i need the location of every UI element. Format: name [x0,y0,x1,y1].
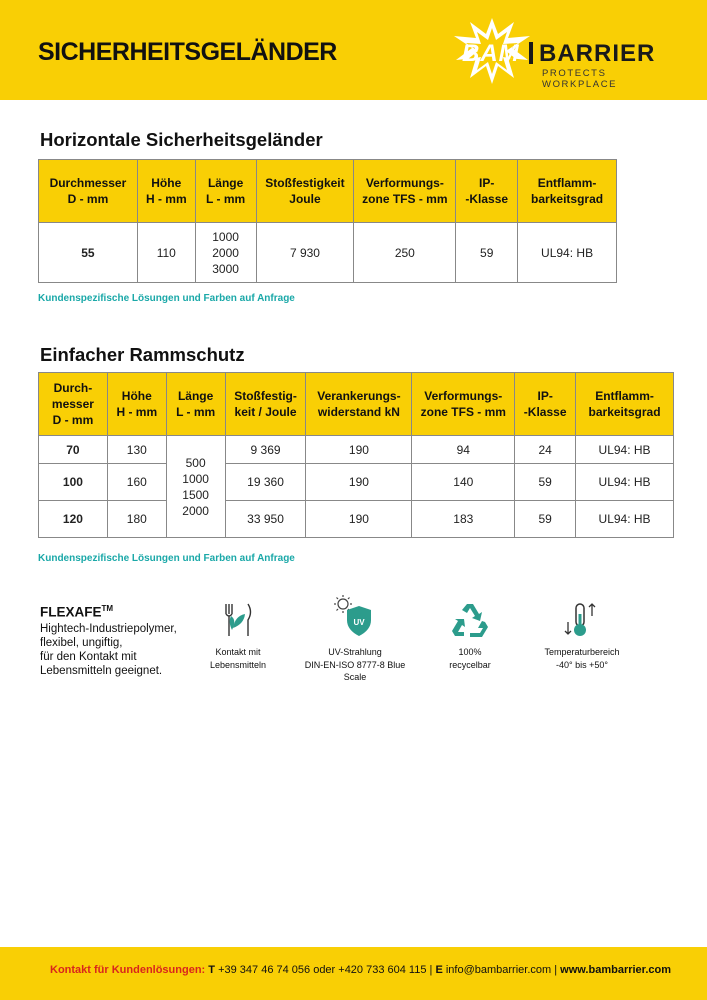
section-title-ramming: Einfacher Rammschutz [40,344,245,365]
cell-flammability: UL94: HB [576,501,674,538]
cell-length-merged: 500 1000 1500 2000 [166,436,225,538]
col-header-flammability: Entflamm- barkeitsgrad [576,373,674,436]
cell-height: 180 [107,501,166,538]
col-header-height: Höhe H - mm [107,373,166,436]
bam-barrier-logo[interactable] [452,16,682,90]
cell-ip: 59 [515,501,576,538]
footer-phones[interactable]: +39 347 46 74 056 oder +420 733 604 115 [218,964,427,976]
logo-bam-text: BAM [462,40,520,67]
cell-anchoring: 190 [306,501,412,538]
footer-e-key: E [435,964,443,976]
ram-protection-table [38,372,674,538]
feature-food-contact: Kontakt mit Lebensmitteln [196,600,280,671]
col-header-ip: IP- -Klasse [515,373,576,436]
cell-impact: 33 950 [225,501,306,538]
table-row [39,223,617,283]
col-header-diameter: Durch- messer D - mm [39,373,108,436]
col-header-flammability: Entflamm- barkeitsgrad [518,160,617,223]
table-row [39,501,674,538]
cell-diameter: 100 [39,464,108,501]
col-header-deformation: Verformungs- zone TFS - mm [412,373,515,436]
cell-diameter: 55 [39,223,138,283]
cell-height: 110 [137,223,195,283]
cell-deformation: 250 [354,223,456,283]
feature-recyclable: 100% recycelbar [428,600,512,671]
cell-flammability: UL94: HB [576,464,674,501]
footer-email-link[interactable]: info@bambarrier.com [445,964,552,976]
cell-height: 130 [107,436,166,464]
cell-ip: 24 [515,436,576,464]
col-header-height: Höhe H - mm [137,160,195,223]
table-header-row [39,373,674,436]
cell-impact: 9 369 [225,436,306,464]
uv-shield-icon [332,594,378,640]
horizontal-railing-table [38,159,617,283]
cell-ip: 59 [456,223,518,283]
feature-uv: UV UV-Strahlung DIN-EN-ISO 8777-8 Blue Scale [300,594,410,684]
logo-divider [529,42,533,64]
cell-flammability: UL94: HB [576,436,674,464]
col-header-length: Länge L - mm [195,160,256,223]
food-contact-icon [218,600,258,640]
cell-deformation: 140 [412,464,515,501]
footer-label: Kontakt für Kundenlösungen: [50,964,206,976]
flexafe-description: Hightech-Industriepolymer, flexibel, ungiftig, für den Kontakt mit Lebensmitteln geeignet. [40,623,177,677]
thermometer-icon [562,600,602,640]
table-row [39,464,674,501]
footer-t-key: T [208,964,216,976]
cell-diameter: 70 [39,436,108,464]
cell-impact: 19 360 [225,464,306,501]
cell-flammability: UL94: HB [518,223,617,283]
col-header-ip: IP- -Klasse [456,160,518,223]
cell-ip: 59 [515,464,576,501]
cell-height: 160 [107,464,166,501]
cell-deformation: 94 [412,436,515,464]
col-header-length: Länge L - mm [166,373,225,436]
cell-anchoring: 190 [306,436,412,464]
cell-diameter: 120 [39,501,108,538]
custom-solutions-note: Kundenspezifische Lösungen und Farben auf Anfrage [38,293,295,304]
col-header-deformation: Verformungs- zone TFS - mm [354,160,456,223]
col-header-anchoring: Verankerungs- widerstand kN [306,373,412,436]
logo-tagline: PROTECTS WORKPLACE [542,68,618,90]
col-header-impact: Stoßfestigkeit Joule [256,160,354,223]
svg-text:UV: UV [353,618,365,627]
col-header-diameter: Durchmesser D - mm [39,160,138,223]
footer-separator: | [554,964,558,976]
footer-contact [50,964,671,976]
table-row [39,436,674,464]
footer-band [0,947,707,1000]
custom-solutions-note: Kundenspezifische Lösungen und Farben auf Anfrage [38,553,295,564]
logo-barrier-text: BARRIER [539,40,656,67]
section-title-horizontal: Horizontale Sicherheitsgeländer [40,129,323,150]
cell-anchoring: 190 [306,464,412,501]
page-title: SICHERHEITSGELÄNDER [38,38,337,66]
cell-deformation: 183 [412,501,515,538]
cell-length: 1000 2000 3000 [195,223,256,283]
header-band [0,0,707,100]
table-header-row [39,160,617,223]
footer-separator: | [429,964,433,976]
flexafe-title: FLEXAFE™ [40,604,114,620]
footer-web-link[interactable]: www.bambarrier.com [560,964,672,976]
cell-impact: 7 930 [256,223,354,283]
recycle-icon [450,600,490,640]
col-header-impact: Stoßfestig- keit / Joule [225,373,306,436]
feature-temperature: Temperaturbereich -40° bis +50° [530,600,634,671]
